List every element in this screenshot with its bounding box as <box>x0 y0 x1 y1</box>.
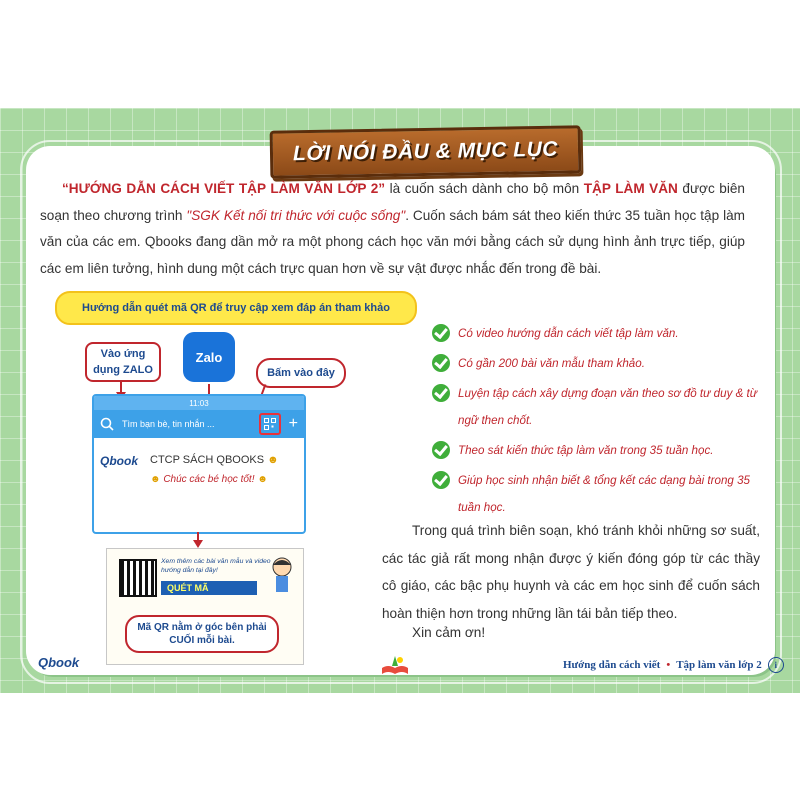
intro-text-3: . Cuốn sách bám sát theo kiến thức 35 tuần học tập làm văn của các em. Qbooks đang dần mở ra một phong cách học văn mới bằng cách sử dụng hình ảnh trực tiếp, giúp các em liên tưởng, hình dung một cách trực quan hơn về sự vật được nhắc đến trong đề bài. <box>40 207 745 276</box>
arrow-head <box>193 540 203 548</box>
qr-location-callout <box>125 615 279 653</box>
footer-logo: Qbook <box>38 655 80 670</box>
page-title-banner <box>270 125 582 178</box>
qbooks-logo: Qbook <box>100 454 138 468</box>
checkmark-icon <box>432 441 450 459</box>
open-zalo-callout <box>85 342 161 382</box>
intro-paragraph <box>40 176 745 282</box>
search-icon[interactable] <box>100 417 114 431</box>
qr-guide-title <box>55 291 417 325</box>
intro-text-1: là cuốn sách dành cho bộ môn <box>385 181 584 196</box>
smiley-icon: ☻ <box>267 454 279 466</box>
qr-scan-icon[interactable] <box>259 413 281 435</box>
checklist-item-text: Giúp học sinh nhận biết & tổng kết các dạng bài trong 35 tuần học. <box>458 474 750 514</box>
program-name: "SGK Kết nối tri thức với cuộc sống" <box>186 207 406 223</box>
smiley-icon: ☻ <box>150 474 161 485</box>
qr-example-panel <box>106 548 304 665</box>
intro-text-2: được biên soạn theo chương trình <box>40 181 745 223</box>
scan-label: QUÉT MÃ <box>161 581 257 595</box>
page-number: i <box>768 657 784 673</box>
company-name: CTCP SÁCH QBOOKS ☻ <box>150 454 279 466</box>
checkmark-icon <box>432 324 450 342</box>
checklist-item <box>432 467 762 521</box>
checklist-item <box>432 320 762 347</box>
checklist-item <box>432 437 762 464</box>
phone-time: 11:03 <box>189 398 209 408</box>
tap-here-callout <box>256 358 346 388</box>
book-title: “HƯỚNG DẪN CÁCH VIẾT TẬP LÀM VĂN LỚP 2” <box>62 181 386 196</box>
open-book-icon <box>380 654 410 676</box>
checklist-item-text: Có video hướng dẫn cách viết tập làm văn. <box>458 327 679 340</box>
checklist-item-text: Theo sát kiến thức tập làm văn trong 35 tuần học. <box>458 444 714 457</box>
phone-search-placeholder[interactable]: Tìm bạn bè, tin nhắn ... <box>122 419 215 429</box>
subject-name: TẬP LÀM VĂN <box>583 181 678 196</box>
phone-status-bar <box>94 396 304 410</box>
checklist-item <box>432 350 762 377</box>
footer-left: Hướng dẫn cách viết <box>563 659 661 671</box>
open-zalo-text: Vào ứng dụng ZALO <box>93 348 153 376</box>
phone-search-bar <box>94 410 304 438</box>
child-illustration-icon <box>267 555 297 595</box>
feature-checklist <box>432 320 762 524</box>
outro-paragraph: Trong quá trình biên soạn, khó tránh khỏi những sơ suất, các tác giả rất mong nhận được ý kiến đóng góp từ các thầy cô giáo, các bậc phụ huynh và các em học sinh để cuốn sách hoàn thiện hơn trong những lần tái bản tiếp theo. <box>382 523 760 621</box>
thanks-text: Xin cảm ơn! <box>412 625 486 640</box>
greeting-text: ☻ Chúc các bé học tốt! ☻ <box>150 474 268 485</box>
phone-mockup <box>92 394 306 534</box>
checklist-item <box>432 380 762 434</box>
footer-right: Tập làm văn lớp 2 <box>676 659 762 671</box>
qr-note: Xem thêm các bài văn mẫu và video hướng dẫn tại đây! <box>161 558 271 574</box>
zalo-app-icon[interactable] <box>183 332 235 382</box>
qr-guide-title-text: Hướng dẫn quét mã QR để truy cập xem đáp án tham khảo <box>82 302 390 314</box>
qr-code-icon <box>119 559 157 597</box>
checkmark-icon <box>432 471 450 489</box>
smiley-icon: ☻ <box>257 474 268 485</box>
checkmark-icon <box>432 384 450 402</box>
footer <box>563 655 784 675</box>
add-icon[interactable]: + <box>288 415 298 432</box>
page-title: LỜI NÓI ĐẦU & MỤC LỤC <box>292 137 559 166</box>
qr-location-text: Mã QR nằm ở góc bên phải CUỐI mỗi bài. <box>137 622 267 646</box>
checklist-item-text: Có gần 200 bài văn mẫu tham khảo. <box>458 357 645 370</box>
checkmark-icon <box>432 354 450 372</box>
footer-bullet: • <box>666 659 671 671</box>
zalo-label: Zalo <box>195 349 223 365</box>
tap-here-text: Bấm vào đây <box>267 367 335 379</box>
checklist-item-text: Luyện tập cách xây dựng đoạn văn theo sơ đồ tư duy & từ ngữ then chốt. <box>458 387 758 427</box>
phone-chat-area <box>94 438 304 534</box>
